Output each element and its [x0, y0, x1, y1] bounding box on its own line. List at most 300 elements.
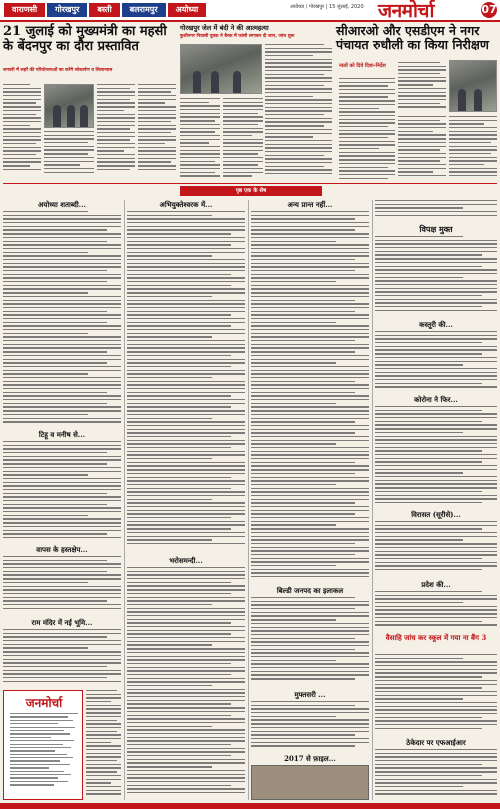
text-line: [3, 336, 121, 337]
text-line: [449, 153, 491, 154]
text-line: [127, 255, 212, 256]
text-line: [180, 150, 220, 151]
text-line: [251, 738, 369, 739]
text-line: [251, 719, 369, 720]
text-line: [375, 621, 482, 622]
text-line: [251, 495, 369, 496]
text-line: [3, 636, 107, 637]
text-line: [127, 432, 245, 433]
text-line: [138, 99, 176, 100]
text-line: [3, 347, 121, 348]
text-line: [180, 113, 220, 114]
text-line: [375, 613, 497, 614]
text-line: [251, 281, 336, 282]
text-line: [449, 149, 497, 150]
text-line: [44, 146, 94, 147]
text-line: [127, 689, 245, 690]
text-line: [3, 644, 121, 645]
text-line: [3, 504, 107, 505]
text-line: [127, 506, 245, 507]
text-line: [251, 462, 355, 463]
text-line: [3, 125, 30, 126]
text-line: [3, 399, 121, 400]
text-line: [223, 98, 263, 99]
text-line: [375, 720, 497, 721]
text-line: [3, 288, 121, 289]
col1-body: [3, 211, 121, 426]
col4-body-2: [375, 331, 497, 391]
text-line: [398, 160, 440, 161]
text-line: [398, 120, 440, 121]
text-line: [180, 124, 220, 125]
text-line: [375, 786, 463, 787]
col4-body-6: [375, 654, 497, 734]
text-line: [398, 73, 440, 74]
text-line: [3, 274, 121, 275]
text-line: [86, 745, 121, 746]
text-line: [265, 151, 332, 152]
text-line: [3, 395, 121, 396]
text-line: [3, 563, 121, 564]
text-line: [251, 384, 369, 385]
text-line: [138, 88, 176, 89]
text-line: [3, 215, 121, 216]
text-line: [127, 244, 231, 245]
text-line: [3, 673, 121, 674]
text-line: [251, 513, 355, 514]
text-line: [251, 547, 369, 548]
text-line: [97, 150, 124, 151]
text-line: [265, 55, 313, 56]
text-line: [375, 469, 497, 470]
text-line: [3, 493, 107, 494]
text-line: [339, 148, 379, 149]
text-line: [251, 333, 369, 334]
text-line: [398, 146, 446, 147]
text-line: [375, 793, 497, 794]
text-line: [127, 670, 245, 671]
text-line: [127, 292, 245, 293]
text-line: [3, 381, 121, 382]
text-line: [127, 788, 245, 789]
text-line: [138, 165, 176, 166]
text-line: [3, 355, 121, 356]
text-line: [251, 543, 355, 544]
text-line: [398, 80, 446, 81]
text-line: [127, 462, 245, 463]
text-line: [127, 359, 245, 360]
head-vipaksh: विपक्ष मुक्त: [419, 224, 453, 234]
text-line: [375, 436, 497, 437]
text-line: [127, 600, 245, 601]
text-line: [398, 142, 446, 143]
text-line: [138, 117, 176, 118]
text-line: [251, 340, 355, 341]
text-line: [3, 567, 121, 568]
text-line: [180, 105, 220, 106]
text-line: [251, 322, 336, 323]
text-line: [127, 241, 245, 242]
text-line: [375, 672, 497, 673]
text-line: [3, 597, 121, 598]
text-line: [375, 602, 463, 603]
text-line: [127, 630, 245, 631]
text-line: [251, 288, 369, 289]
text-line: [180, 175, 220, 176]
text-line: [127, 340, 245, 341]
text-line: [3, 373, 88, 374]
text-line: [127, 597, 245, 598]
text-line: [251, 395, 369, 396]
text-line: [375, 288, 497, 289]
text-line: [375, 383, 482, 384]
text-line: [339, 89, 395, 90]
text-line: [265, 162, 332, 163]
text-line: [127, 707, 245, 708]
text-line: [339, 144, 395, 145]
text-line: [375, 386, 497, 387]
text-line: [251, 377, 369, 378]
text-line: [3, 322, 107, 323]
text-line: [127, 711, 245, 712]
text-line: [251, 432, 355, 433]
text-line: [3, 117, 41, 118]
text-line: [375, 295, 482, 296]
text-line: [251, 325, 369, 326]
text-line: [375, 624, 497, 625]
text-line: [375, 410, 482, 411]
text-line: [375, 291, 497, 292]
text-line: [251, 727, 369, 728]
text-line: [375, 558, 482, 559]
text-line: [127, 571, 245, 572]
edition-date: अयोध्या / गोरखपुर | 15 जुलाई, 2020: [290, 4, 364, 10]
text-line: [127, 574, 245, 575]
text-line: [251, 451, 369, 452]
text-line: [127, 637, 245, 638]
text-line: [3, 629, 121, 630]
text-line: [3, 229, 107, 230]
text-line: [251, 373, 369, 374]
text-line: [251, 226, 369, 227]
text-line: [127, 578, 245, 579]
text-line: [339, 82, 395, 83]
text-line: [398, 62, 440, 63]
text-line: [86, 701, 111, 702]
text-line: [251, 222, 369, 223]
text-line: [127, 777, 245, 778]
text-line: [398, 149, 440, 150]
text-line: [3, 496, 121, 497]
text-line: [265, 44, 324, 45]
text-line: [127, 318, 245, 319]
text-line: [375, 539, 463, 540]
text-line: [375, 361, 497, 362]
story1-col-1: [3, 84, 41, 176]
text-line: [180, 109, 220, 110]
text-line: [86, 723, 121, 724]
text-line: [339, 115, 395, 116]
text-line: [3, 318, 121, 319]
text-line: [127, 440, 245, 441]
text-line: [127, 458, 212, 459]
text-line: [339, 174, 395, 175]
text-line: [3, 586, 121, 587]
text-line: [138, 84, 176, 85]
text-line: [127, 218, 245, 219]
col4-body-7: [375, 749, 497, 800]
text-line: [127, 781, 245, 782]
text-line: [375, 211, 497, 212]
city-tab-basti[interactable]: बस्ती: [89, 3, 119, 17]
story3-col-3: [449, 116, 497, 182]
bottom-strip: [0, 803, 500, 809]
text-line: [398, 175, 446, 176]
text-line: [375, 691, 497, 692]
text-line: [375, 661, 497, 662]
text-line: [3, 574, 121, 575]
text-line: [3, 226, 121, 227]
text-line: [251, 734, 355, 735]
text-line: [127, 619, 245, 620]
text-line: [375, 609, 497, 610]
text-line: [138, 139, 176, 140]
text-line: [138, 91, 171, 92]
city-tab-ayodhya[interactable]: अयोध्या: [168, 3, 207, 17]
text-line: [223, 113, 258, 114]
text-line: [127, 311, 245, 312]
text-line: [375, 698, 463, 699]
text-line: [127, 513, 245, 514]
text-line: [86, 771, 117, 772]
text-line: [180, 142, 209, 143]
text-line: [3, 329, 121, 330]
story2-photo: [180, 44, 262, 94]
text-line: [251, 630, 369, 631]
text-line: [265, 125, 324, 126]
text-line: [251, 649, 355, 650]
text-line: [223, 124, 258, 125]
text-line: [223, 131, 263, 132]
text-line: [398, 138, 446, 139]
text-line: [375, 454, 497, 455]
text-line: [3, 445, 121, 446]
text-line: [3, 132, 41, 133]
text-line: [339, 133, 395, 134]
text-line: [375, 215, 497, 216]
text-line: [375, 421, 482, 422]
text-line: [375, 480, 497, 481]
text-line: [127, 539, 212, 540]
text-line: [127, 543, 245, 544]
text-line: [127, 465, 245, 466]
text-line: [3, 270, 107, 271]
text-line: [375, 302, 497, 303]
text-line: [375, 417, 497, 418]
city-tab-varanasi[interactable]: वाराणसी: [4, 3, 45, 17]
text-line: [127, 722, 245, 723]
text-line: [127, 399, 245, 400]
col2-body-2: [127, 567, 245, 800]
text-line: [251, 517, 369, 518]
text-line: [3, 91, 41, 92]
text-line: [127, 392, 245, 393]
masthead-box: [3, 690, 83, 800]
text-line: [44, 157, 94, 158]
text-line: [127, 792, 245, 793]
text-line: [3, 414, 88, 415]
text-line: [375, 532, 497, 533]
text-line: [127, 277, 245, 278]
text-line: [3, 560, 107, 561]
head-corona: कोरोना ने फिर...: [414, 395, 458, 404]
text-line: [375, 547, 497, 548]
text-line: [97, 147, 135, 148]
text-line: [251, 465, 369, 466]
text-line: [265, 147, 332, 148]
col4-body-5: [375, 591, 497, 629]
text-line: [127, 388, 245, 389]
text-line: [127, 288, 245, 289]
text-line: [375, 528, 482, 529]
text-line: [449, 175, 497, 176]
text-line: [3, 452, 107, 453]
text-line: [449, 164, 484, 165]
text-line: [3, 515, 88, 516]
text-line: [251, 731, 369, 732]
text-line: [375, 483, 497, 484]
text-line: [339, 85, 388, 86]
text-line: [127, 406, 231, 407]
text-line: [97, 84, 135, 85]
text-line: [251, 634, 369, 635]
text-line: [3, 128, 41, 129]
text-line: [86, 764, 121, 765]
text-line: [449, 131, 497, 132]
text-line: [3, 303, 121, 304]
text-line: [375, 465, 497, 466]
text-line: [398, 69, 446, 70]
text-line: [375, 756, 497, 757]
text-line: [127, 226, 245, 227]
text-line: [127, 715, 231, 716]
text-line: [375, 790, 497, 791]
text-line: [449, 120, 497, 121]
text-line: [251, 351, 355, 352]
city-tab-balrampur[interactable]: बलरामपुर: [122, 3, 166, 17]
text-line: [251, 627, 369, 628]
head-abhiyukteshwar: अभियुक्तेश्वरक में...: [159, 200, 213, 209]
text-line: [3, 121, 41, 122]
text-line: [375, 654, 497, 655]
text-line: [127, 678, 245, 679]
text-line: [265, 59, 332, 60]
text-line: [86, 767, 121, 768]
text-line: [127, 421, 245, 422]
text-line: [375, 357, 497, 358]
text-line: [375, 476, 497, 477]
text-line: [375, 525, 497, 526]
text-line: [375, 717, 482, 718]
text-line: [127, 648, 245, 649]
text-line: [97, 128, 130, 129]
text-line: [127, 447, 231, 448]
text-line: [3, 285, 121, 286]
text-line: [127, 418, 212, 419]
text-line: [375, 368, 497, 369]
text-line: [138, 154, 176, 155]
text-line: [375, 349, 497, 350]
text-line: [375, 521, 497, 522]
text-line: [3, 292, 88, 293]
city-tab-gorakhpur[interactable]: गोरखपुर: [47, 3, 87, 17]
text-line: [3, 463, 107, 464]
text-line: [3, 633, 121, 634]
text-line: [127, 403, 245, 404]
text-line: [127, 770, 245, 771]
text-line: [127, 744, 231, 745]
text-line: [251, 608, 355, 609]
text-line: [375, 702, 497, 703]
text-line: [127, 488, 231, 489]
text-line: [265, 88, 332, 89]
text-line: [375, 207, 463, 208]
text-line: [97, 99, 130, 100]
text-line: [251, 623, 369, 624]
text-line: [251, 473, 355, 474]
text-line: [127, 700, 245, 701]
text-line: [3, 296, 121, 297]
text-line: [86, 749, 121, 750]
text-line: [339, 100, 395, 101]
text-line: [265, 74, 324, 75]
head-bildi: बिल्डी जनपद का इलाकल: [276, 586, 344, 595]
text-line: [127, 484, 245, 485]
text-line: [127, 685, 212, 686]
story2-headline: गोरखपुर जेल में बंदी ने की आत्महत्या: [180, 24, 269, 32]
text-line: [3, 471, 121, 472]
text-line: [375, 551, 497, 552]
text-line: [3, 518, 121, 519]
text-line: [375, 284, 497, 285]
text-line: [375, 432, 463, 433]
text-line: [251, 241, 336, 242]
text-line: [3, 281, 107, 282]
text-line: [398, 134, 446, 135]
text-line: [398, 84, 433, 85]
text-line: [3, 99, 41, 100]
text-line: [97, 117, 135, 118]
head-tihu: टिहू व मनीष से...: [38, 430, 86, 439]
text-line: [127, 410, 245, 411]
text-line: [223, 120, 263, 121]
text-line: [375, 687, 482, 688]
text-line: [265, 110, 332, 111]
text-line: [251, 392, 355, 393]
text-line: [180, 168, 220, 169]
text-line: [375, 536, 497, 537]
text-line: [86, 694, 121, 695]
text-line: [375, 236, 463, 237]
text-line: [3, 403, 107, 404]
text-line: [97, 91, 135, 92]
text-line: [265, 173, 332, 174]
text-line: [339, 93, 395, 94]
text-line: [127, 233, 231, 234]
text-line: [339, 104, 395, 105]
city-tabs: [4, 3, 206, 17]
text-line: [97, 158, 135, 159]
